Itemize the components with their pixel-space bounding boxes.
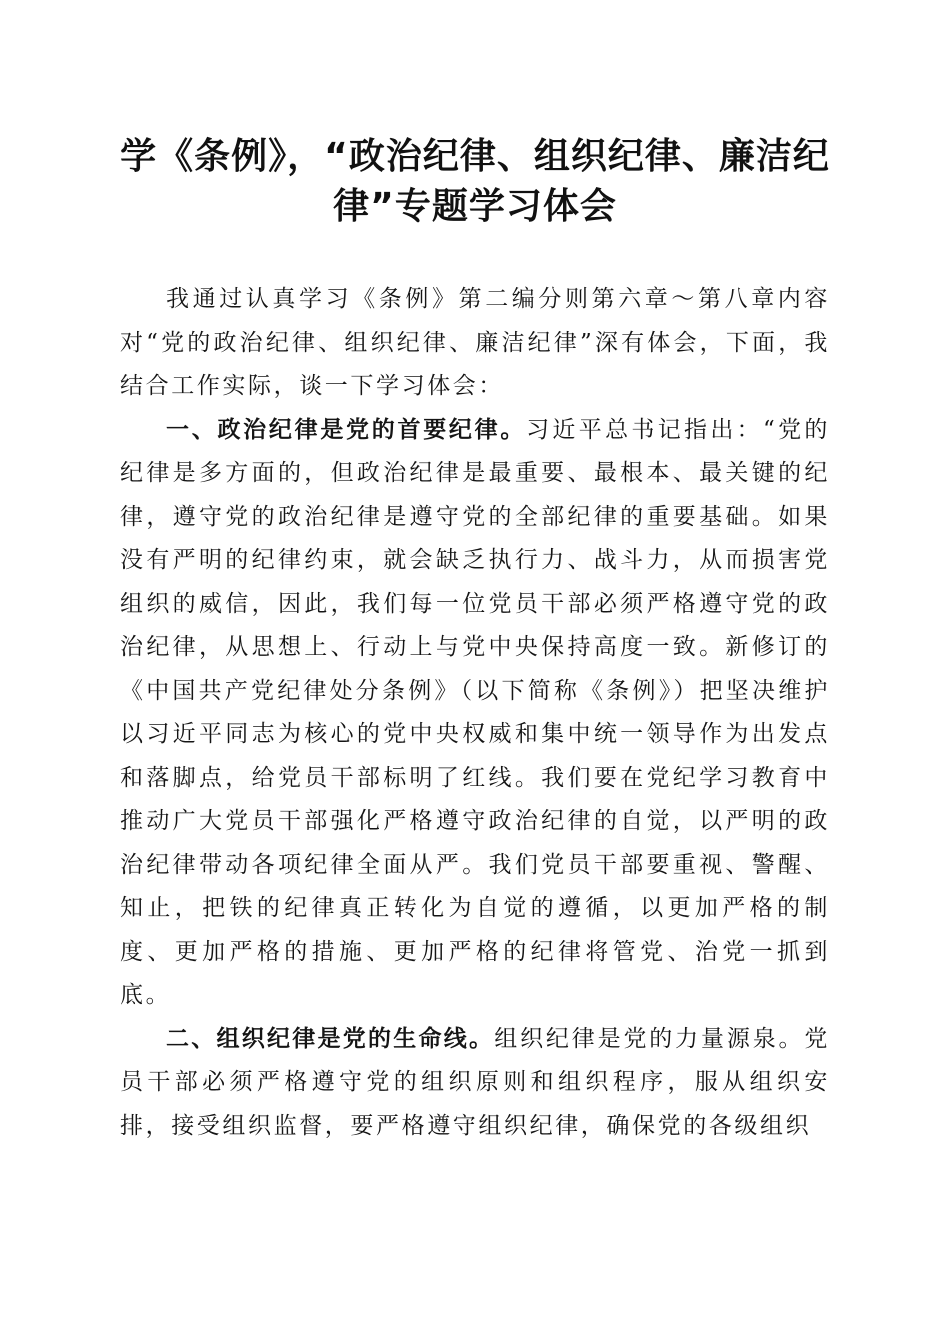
title-line-1: 学《条例》，“政治纪律、组织纪律、廉洁纪 xyxy=(120,136,830,177)
section-2-text: 组织纪律是党的力量源泉。党员干部必须严格遵守党的组织原则和组织程序，服从组织安排，接受组织监督，要严格遵守组织纪律，确保党的各级组织 xyxy=(120,1025,830,1139)
section-2-paragraph xyxy=(120,1018,830,1149)
document-body xyxy=(120,278,830,1148)
intro-paragraph: 我通过认真学习《条例》第二编分则第六章～第八章内容对“党的政治纪律、组织纪律、廉洁纪律”深有体会，下面，我结合工作实际，谈一下学习体会： xyxy=(120,286,830,399)
section-1-paragraph xyxy=(120,409,830,1018)
title-line-2: 律”专题学习体会 xyxy=(333,186,617,227)
document-title xyxy=(110,132,840,232)
section-1-text: 习近平总书记指出：“党的纪律是多方面的，但政治纪律是最重要、最根本、最关键的纪律，遵守党的政治纪律是遵守党的全部纪律的重要基础。如果没有严明的纪律约束，就会缺乏执行力、战斗力，从而损害党组织的威信，因此，我们每一位党员干部必须严格遵守党的政治纪律，从思想上、行动上与党中央保持高度一致。新修订的《中国共产党纪律处分条例》（以下简称《条例》）把坚决维护以习近平同志为核心的党中央权威和集中统一领导作为出发点和落脚点，给党员干部标明了红线。我们要在党纪学习教育中推动广大党员干部强化严格遵守政治纪律的自觉，以严明的政治纪律带动各项纪律全面从严。我们党员干部要重视、警醒、知止，把铁的纪律真正转化为自觉的遵循，以更加严格的制度、更加严格的措施、更加严格的纪律将管党、治党一抓到底。 xyxy=(120,416,831,1008)
section-1-heading: 一、政治纪律是党的首要纪律。 xyxy=(166,416,527,443)
section-2-heading: 二、组织纪律是党的生命线。 xyxy=(166,1025,495,1052)
